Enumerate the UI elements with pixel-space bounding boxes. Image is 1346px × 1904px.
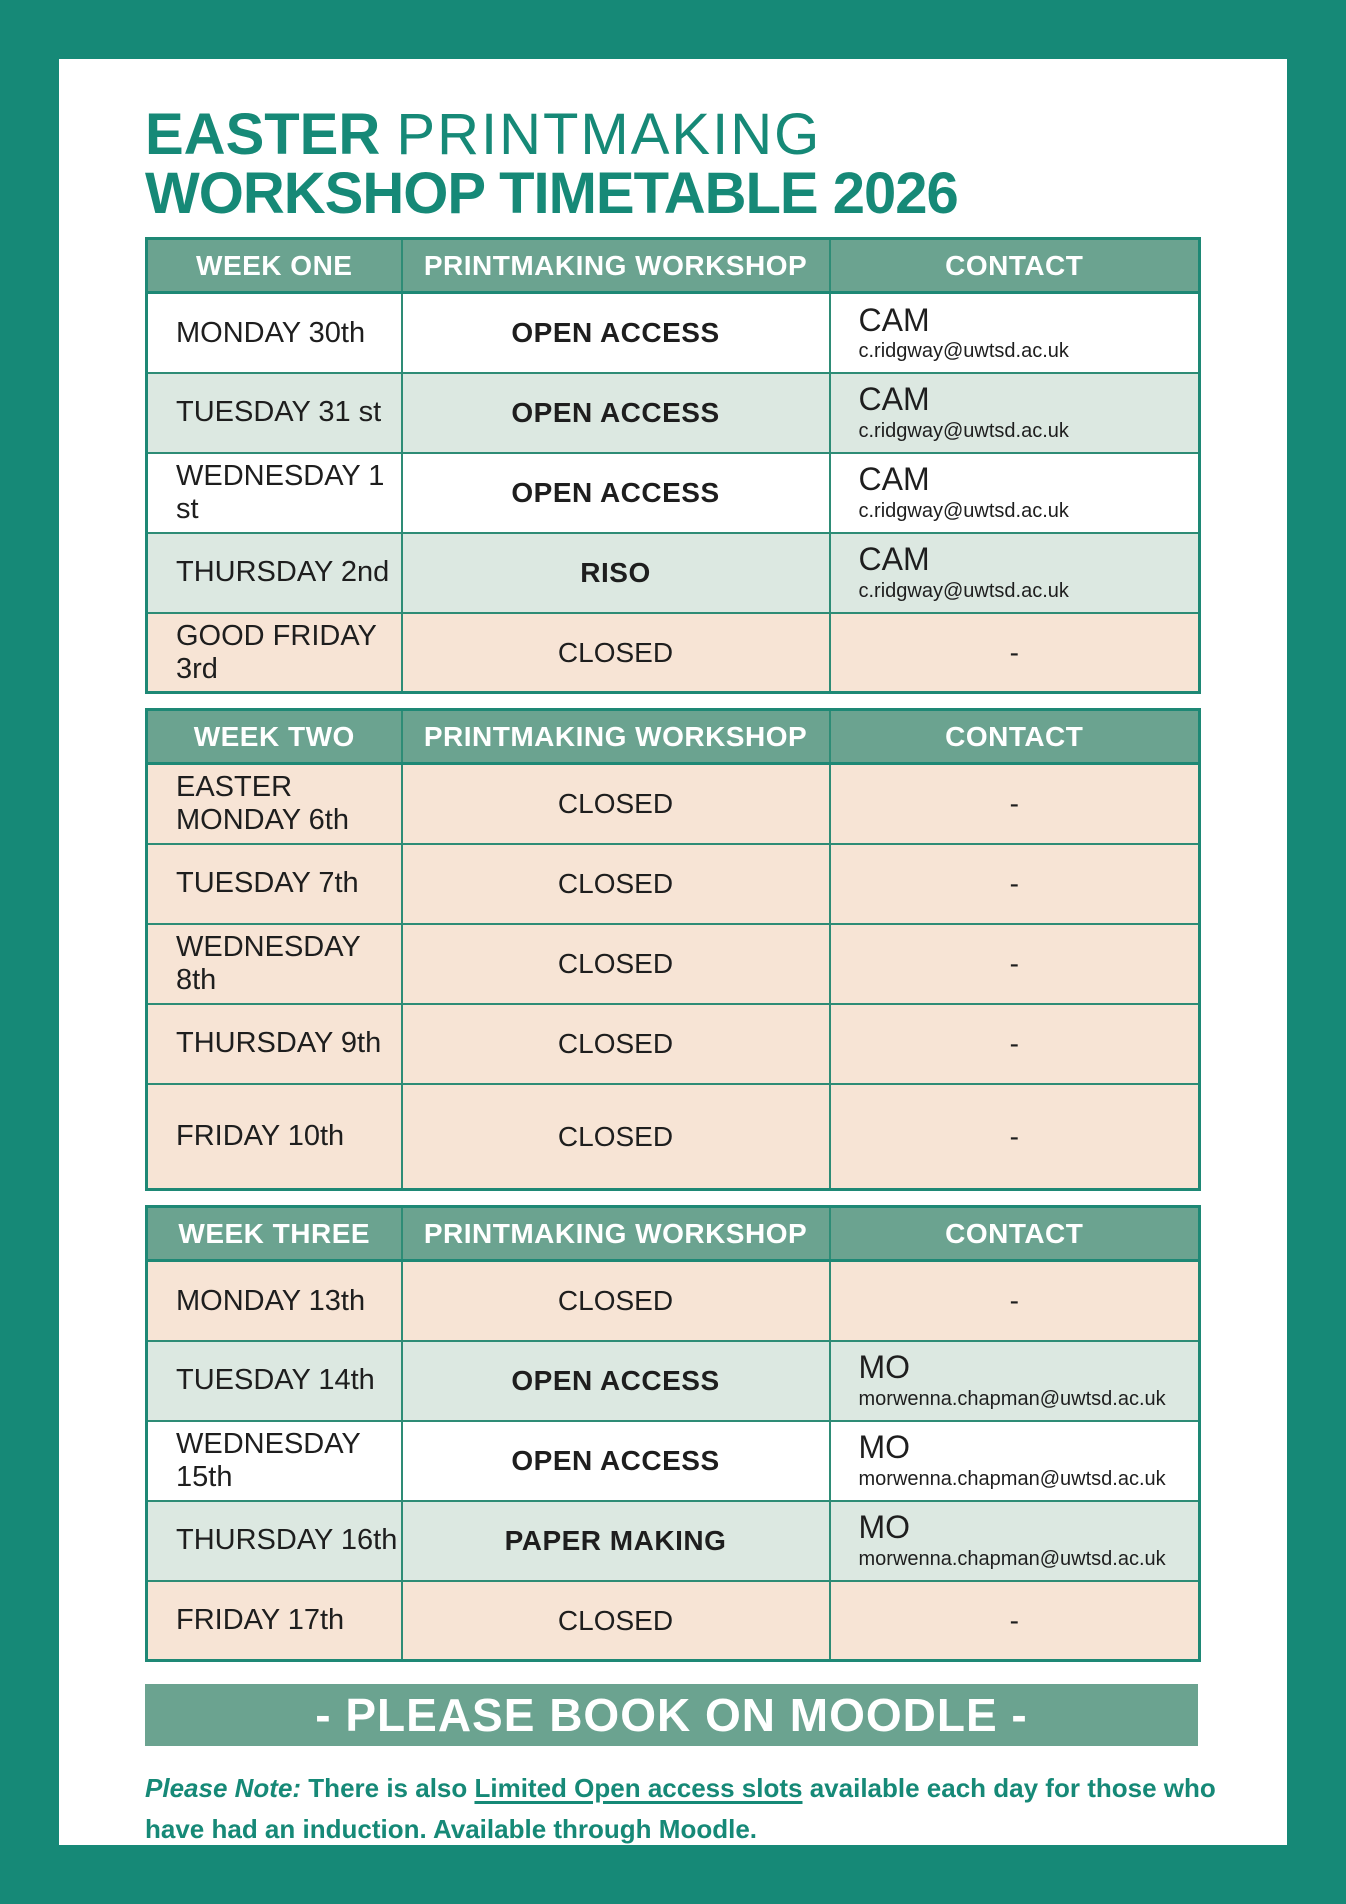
table-row bbox=[147, 1581, 1200, 1661]
table-row bbox=[147, 1421, 1200, 1501]
contact-cell: - bbox=[830, 924, 1200, 1004]
workshop-cell: CLOSED bbox=[402, 1004, 830, 1084]
table-row bbox=[147, 293, 1200, 373]
workshop-cell: CLOSED bbox=[402, 613, 830, 693]
contact-cell bbox=[830, 293, 1200, 373]
contact-name: MO bbox=[858, 1509, 911, 1546]
day-cell: FRIDAY 17th bbox=[147, 1581, 402, 1661]
day-cell: TUESDAY 14th bbox=[147, 1341, 402, 1421]
poster-title-line1 bbox=[145, 102, 1198, 167]
contact-email: c.ridgway@uwtsd.ac.uk bbox=[858, 420, 1069, 443]
day-cell: FRIDAY 10th bbox=[147, 1084, 402, 1190]
contact-cell: - bbox=[830, 1004, 1200, 1084]
day-cell: EASTER MONDAY 6th bbox=[147, 764, 402, 844]
table-header-row bbox=[147, 1207, 1200, 1261]
table-row bbox=[147, 453, 1200, 533]
week-label-header: WEEK ONE bbox=[147, 239, 402, 293]
table-row bbox=[147, 844, 1200, 924]
workshop-column-header: PRINTMAKING WORKSHOP bbox=[402, 239, 830, 293]
workshop-cell: CLOSED bbox=[402, 1581, 830, 1661]
workshop-cell: OPEN ACCESS bbox=[402, 373, 830, 453]
contact-email: morwenna.chapman@uwtsd.ac.uk bbox=[858, 1468, 1166, 1491]
workshop-cell: CLOSED bbox=[402, 844, 830, 924]
title-word-printmaking: PRINTMAKING bbox=[396, 102, 822, 167]
workshop-cell: OPEN ACCESS bbox=[402, 1421, 830, 1501]
week-three-table bbox=[145, 1205, 1201, 1662]
workshop-cell: OPEN ACCESS bbox=[402, 1341, 830, 1421]
poster-title bbox=[145, 102, 1198, 227]
contact-email: morwenna.chapman@uwtsd.ac.uk bbox=[858, 1388, 1166, 1411]
contact-column-header: CONTACT bbox=[830, 239, 1200, 293]
table-row bbox=[147, 373, 1200, 453]
contact-email: morwenna.chapman@uwtsd.ac.uk bbox=[858, 1548, 1166, 1571]
workshop-cell: CLOSED bbox=[402, 1084, 830, 1190]
week-two-table bbox=[145, 708, 1201, 1191]
table-row bbox=[147, 1341, 1200, 1421]
footer-note bbox=[145, 1768, 1265, 1845]
table-row bbox=[147, 924, 1200, 1004]
contact-email: c.ridgway@uwtsd.ac.uk bbox=[858, 340, 1069, 363]
day-cell: WEDNESDAY 8th bbox=[147, 924, 402, 1004]
workshop-cell: CLOSED bbox=[402, 924, 830, 1004]
contact-cell bbox=[830, 1421, 1200, 1501]
week-one-table bbox=[145, 237, 1201, 694]
day-cell: THURSDAY 16th bbox=[147, 1501, 402, 1581]
contact-column-header: CONTACT bbox=[830, 710, 1200, 764]
week-label-header: WEEK THREE bbox=[147, 1207, 402, 1261]
contact-name: CAM bbox=[858, 541, 930, 578]
day-cell: MONDAY 13th bbox=[147, 1261, 402, 1341]
workshop-column-header: PRINTMAKING WORKSHOP bbox=[402, 710, 830, 764]
poster-page bbox=[59, 59, 1287, 1845]
contact-column-header: CONTACT bbox=[830, 1207, 1200, 1261]
day-cell: GOOD FRIDAY 3rd bbox=[147, 613, 402, 693]
table-row bbox=[147, 533, 1200, 613]
contact-name: MO bbox=[858, 1349, 911, 1386]
workshop-cell: CLOSED bbox=[402, 1261, 830, 1341]
table-row bbox=[147, 1261, 1200, 1341]
table-header-row bbox=[147, 710, 1200, 764]
table-row bbox=[147, 1084, 1200, 1190]
poster-title-line2: WORKSHOP TIMETABLE 2026 bbox=[145, 161, 958, 227]
book-on-moodle-banner: - PLEASE BOOK ON MOODLE - bbox=[145, 1684, 1198, 1746]
note-text-after-link: available each day for those who bbox=[802, 1773, 1216, 1804]
contact-cell: - bbox=[830, 764, 1200, 844]
day-cell: WEDNESDAY 1 st bbox=[147, 453, 402, 533]
contact-cell bbox=[830, 1341, 1200, 1421]
contact-cell: - bbox=[830, 1261, 1200, 1341]
contact-cell: - bbox=[830, 1084, 1200, 1190]
contact-name: CAM bbox=[858, 301, 930, 338]
table-row bbox=[147, 1501, 1200, 1581]
day-cell: TUESDAY 31 st bbox=[147, 373, 402, 453]
contact-cell bbox=[830, 1501, 1200, 1581]
note-label: Please Note: bbox=[145, 1773, 302, 1804]
workshop-cell: OPEN ACCESS bbox=[402, 293, 830, 373]
table-row bbox=[147, 613, 1200, 693]
workshop-cell: CLOSED bbox=[402, 764, 830, 844]
workshop-column-header: PRINTMAKING WORKSHOP bbox=[402, 1207, 830, 1261]
contact-email: c.ridgway@uwtsd.ac.uk bbox=[858, 580, 1069, 603]
contact-cell bbox=[830, 453, 1200, 533]
contact-email: c.ridgway@uwtsd.ac.uk bbox=[858, 500, 1069, 523]
day-cell: WEDNESDAY 15th bbox=[147, 1421, 402, 1501]
contact-name: CAM bbox=[858, 381, 930, 418]
table-header-row bbox=[147, 239, 1200, 293]
workshop-cell: PAPER MAKING bbox=[402, 1501, 830, 1581]
contact-cell: - bbox=[830, 613, 1200, 693]
contact-name: CAM bbox=[858, 461, 930, 498]
week-label-header: WEEK TWO bbox=[147, 710, 402, 764]
contact-cell: - bbox=[830, 844, 1200, 924]
contact-cell bbox=[830, 533, 1200, 613]
workshop-cell: RISO bbox=[402, 533, 830, 613]
note-text-line2: have had an induction. Available through Moodle. bbox=[145, 1813, 758, 1844]
day-cell: THURSDAY 2nd bbox=[147, 533, 402, 613]
contact-cell: - bbox=[830, 1581, 1200, 1661]
contact-cell bbox=[830, 373, 1200, 453]
limited-open-access-link[interactable]: Limited Open access slots bbox=[474, 1773, 803, 1804]
workshop-cell: OPEN ACCESS bbox=[402, 453, 830, 533]
table-row bbox=[147, 764, 1200, 844]
day-cell: THURSDAY 9th bbox=[147, 1004, 402, 1084]
contact-name: MO bbox=[858, 1429, 911, 1466]
table-row bbox=[147, 1004, 1200, 1084]
day-cell: TUESDAY 7th bbox=[147, 844, 402, 924]
note-text-before-link: There is also bbox=[301, 1773, 475, 1804]
day-cell: MONDAY 30th bbox=[147, 293, 402, 373]
title-word-easter: EASTER bbox=[145, 102, 381, 167]
